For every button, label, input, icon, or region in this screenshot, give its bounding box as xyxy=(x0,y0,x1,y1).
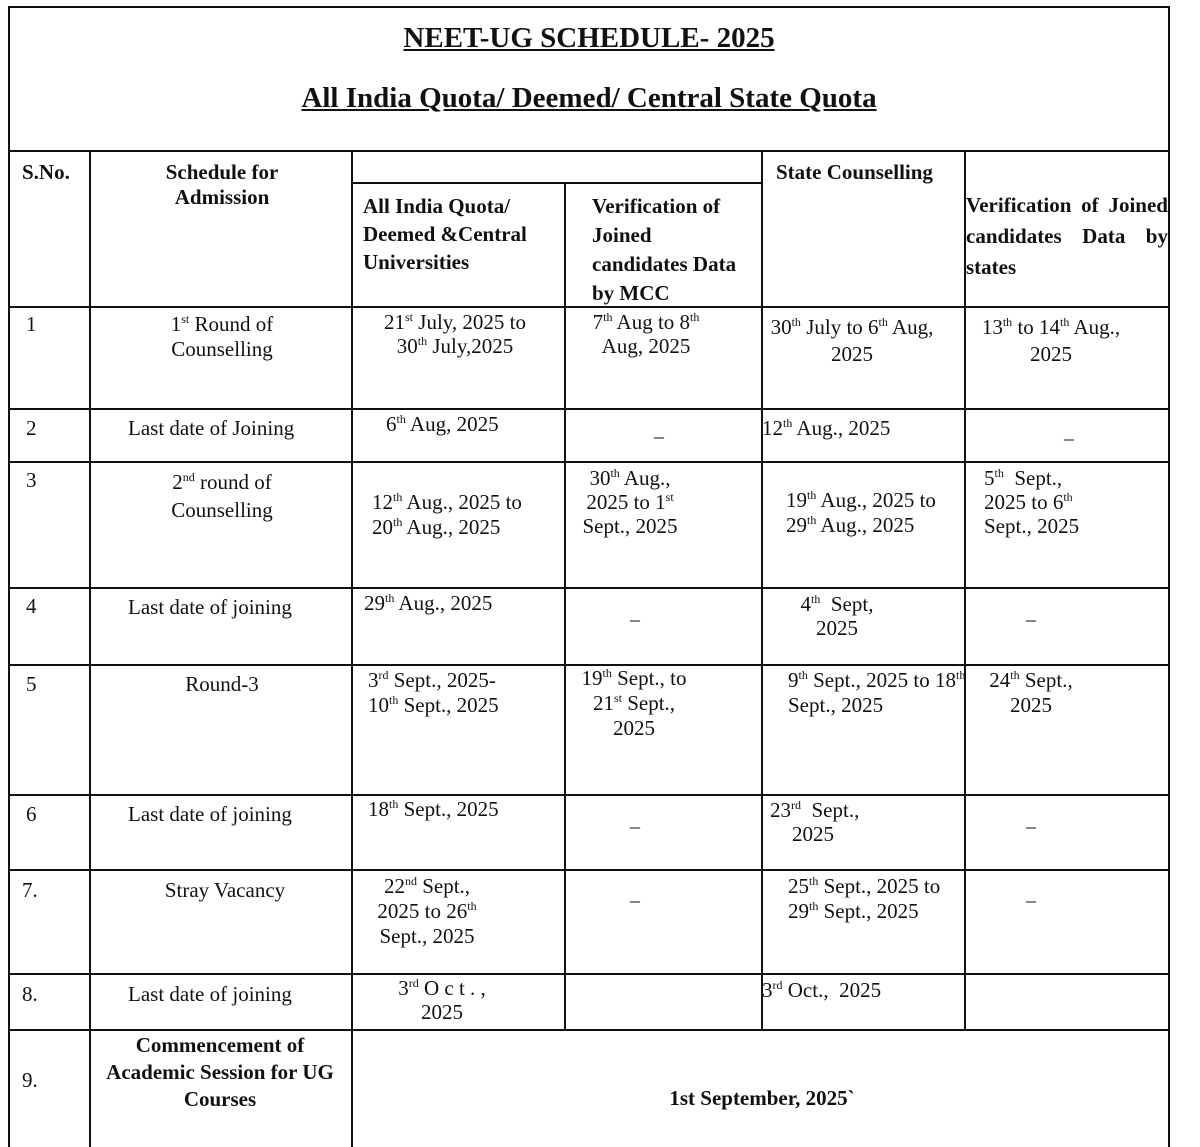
row3-mcc: 30th Aug., 2025 to 1st Sept., 2025 xyxy=(582,466,678,538)
document-subtitle: All India Quota/ Deemed/ Central State Quota xyxy=(301,82,877,114)
row4-sno: 4 xyxy=(26,594,37,618)
row6-sno: 6 xyxy=(26,802,37,826)
row7-aiq: 22nd Sept., 2025 to 26th Sept., 2025 xyxy=(377,874,477,948)
row3-aiq: 12th Aug., 2025 to 20th Aug., 2025 xyxy=(372,490,522,539)
row6-mcc: _ xyxy=(630,809,640,831)
row1-event: 1st Round of Counselling xyxy=(170,312,274,361)
row4-state: 4th Sept, 2025 xyxy=(800,592,874,640)
row7-verif: _ xyxy=(1026,883,1036,905)
header-aiq: All India Quota/ Deemed &Central Universities xyxy=(363,194,527,274)
row9-session: 1st September, 2025` xyxy=(669,1086,855,1110)
row8-event: Last date of joining xyxy=(128,982,292,1006)
row1-state: 30th July to 6th Aug, 2025 xyxy=(770,315,934,366)
header-sno: S.No. xyxy=(22,160,70,184)
row7-mcc: _ xyxy=(630,883,640,905)
rule-row-9 xyxy=(8,1029,1170,1031)
row6-aiq: 18th Sept., 2025 xyxy=(368,797,499,821)
rule-row-6 xyxy=(8,794,1170,796)
header-state-counselling: State Counselling xyxy=(776,160,933,184)
row1-aiq: 21st July, 2025 to 30th July,2025 xyxy=(384,310,526,358)
row2-state: 12th Aug., 2025 xyxy=(762,416,891,440)
col-rule-2 xyxy=(351,150,353,1147)
row2-mcc: _ xyxy=(654,419,664,441)
row5-event: Round-3 xyxy=(185,672,259,696)
rule-row-7 xyxy=(8,869,1170,871)
document-title: NEET-UG SCHEDULE- 2025 xyxy=(403,22,775,54)
row6-state: 23rd Sept., 2025 xyxy=(770,798,860,846)
row9-sno: 9. xyxy=(22,1068,38,1092)
row2-event: Last date of Joining xyxy=(128,416,295,440)
row5-state: 9th Sept., 2025 to 18th Sept., 2025 xyxy=(788,668,966,717)
rule-row-4 xyxy=(8,587,1170,589)
row2-verif: _ xyxy=(1064,421,1074,443)
header-verif-states: Verification of Joined candidates Data by states xyxy=(966,193,1168,279)
row3-verif: 5th Sept., 2025 to 6th Sept., 2025 xyxy=(984,466,1080,538)
row4-event: Last date of joining xyxy=(128,595,292,619)
row2-aiq: 6th Aug, 2025 xyxy=(386,412,499,436)
row4-verif: _ xyxy=(1026,602,1036,624)
row3-sno: 3 xyxy=(26,468,37,492)
row2-sno: 2 xyxy=(26,416,37,440)
row5-aiq: 3rd Sept., 2025- 10th Sept., 2025 xyxy=(368,668,499,717)
title-block xyxy=(10,8,1168,152)
header-schedule: Schedule for Admission xyxy=(165,160,279,209)
rule-row-8 xyxy=(8,973,1170,975)
row3-state: 19th Aug., 2025 to 29th Aug., 2025 xyxy=(786,488,936,537)
row7-state: 25th Sept., 2025 to 29th Sept., 2025 xyxy=(788,874,941,923)
row4-mcc: _ xyxy=(630,602,640,624)
row6-verif: _ xyxy=(1026,809,1036,831)
row9-event: Commencement of Academic Session for UG Courses xyxy=(106,1033,334,1111)
row1-verif: 13th to 14th Aug., 2025 xyxy=(981,315,1121,366)
row1-sno: 1 xyxy=(26,312,37,336)
row5-sno: 5 xyxy=(26,672,37,696)
col-rule-4 xyxy=(761,150,763,1030)
row3-event: 2nd round of Counselling xyxy=(171,470,273,522)
rule-subheader xyxy=(352,182,762,184)
rule-row-2 xyxy=(8,408,1170,410)
row5-verif: 24th Sept., 2025 xyxy=(989,668,1073,717)
rule-row-3 xyxy=(8,461,1170,463)
col-rule-1 xyxy=(89,150,91,1147)
rule-row-1 xyxy=(8,306,1170,308)
rule-header-top xyxy=(8,150,1170,152)
row8-aiq: 3rd O c t . , 2025 xyxy=(398,976,486,1024)
row7-sno: 7. xyxy=(22,878,38,902)
header-verif-mcc: Verification of Joined candidates Data by MCC xyxy=(592,194,737,305)
row5-mcc: 19th Sept., to 21st Sept., 2025 xyxy=(581,666,687,740)
row4-aiq: 29th Aug., 2025 xyxy=(364,591,493,615)
row8-sno: 8. xyxy=(22,982,38,1006)
row7-event: Stray Vacancy xyxy=(164,878,286,902)
row6-event: Last date of joining xyxy=(128,802,292,826)
col-rule-3 xyxy=(564,182,566,1030)
row8-state: 3rd Oct., 2025 xyxy=(762,978,882,1002)
row1-mcc: 7th Aug to 8th Aug, 2025 xyxy=(592,310,700,358)
